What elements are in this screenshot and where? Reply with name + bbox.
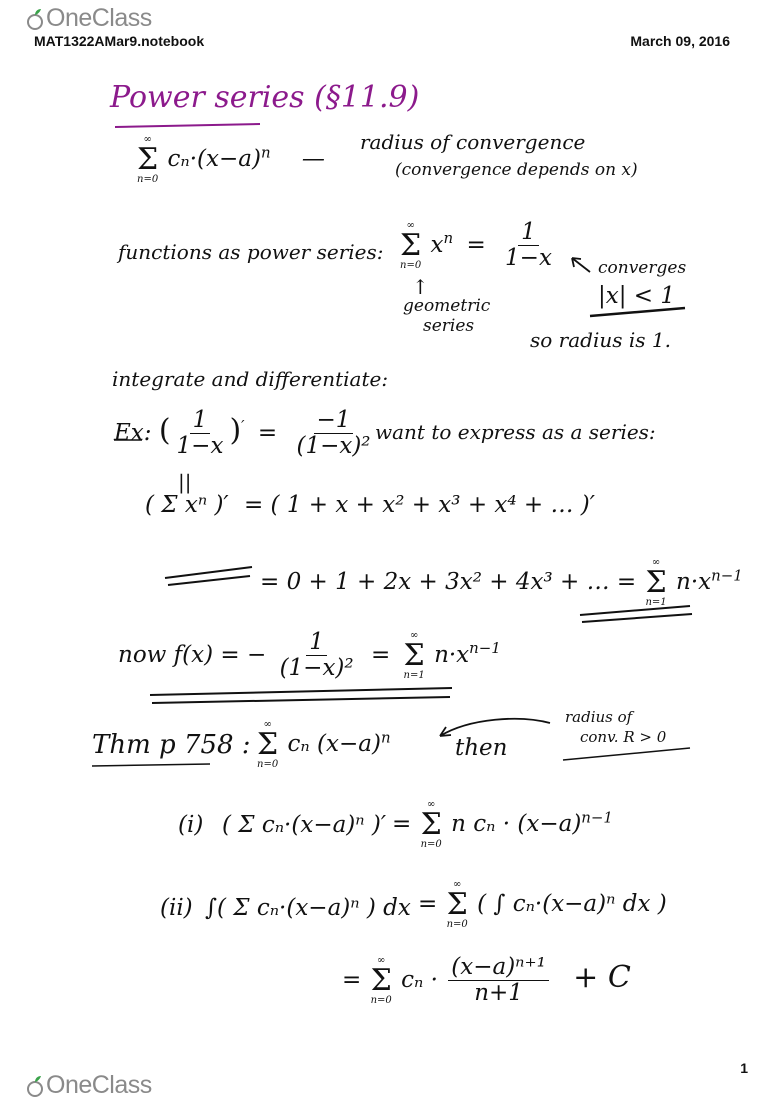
want-label: want to express as a series:	[375, 420, 656, 444]
sigma-symbol: ∞ Σ n=0	[137, 134, 159, 185]
title-underline	[115, 124, 260, 127]
sigma-symbol: ∞ Σ n=0	[257, 719, 279, 770]
leaf-icon	[26, 1075, 44, 1097]
converges-arrow-icon	[572, 258, 590, 272]
oneclass-logo	[26, 4, 152, 33]
notes-title: Power series (§11.9)	[110, 80, 420, 115]
series-label: series	[423, 316, 475, 336]
fraction: $\frac{1}{1-x}$	[505, 219, 552, 272]
part-i-lhs: ( Σ cₙ·(x−a)ⁿ )′	[222, 812, 387, 838]
part-i-label: (i)	[178, 812, 204, 838]
theorem-underline	[92, 764, 210, 766]
theorem-series: ∞ Σ n=0 cₙ $(x-a)^n$	[257, 719, 391, 770]
part-ii-lhs: ∫( Σ cₙ·(x−a)ⁿ ) dx	[205, 895, 411, 921]
fraction: $\frac{-1}{\text{(1−x)²}}$	[296, 407, 371, 460]
theorem-label: Thm p 758 :	[92, 730, 251, 760]
leaf-icon	[26, 8, 44, 30]
integrate-line: integrate and differentiate:	[112, 367, 389, 391]
radius-note: (convergence depends on x)	[395, 160, 638, 180]
oneclass-footer-logo	[26, 1071, 152, 1100]
expansion-line: = 0 + 1 + 2x + 3x² + 4x³ + … = ∞ Σ n=1 $n\cdot x^{n-1}$	[260, 557, 743, 608]
page-number: 1	[740, 1060, 748, 1076]
radius-label: radius of convergence	[360, 130, 586, 154]
geometric-series: ∞ Σ n=0 $x^n$ = $\frac{1}{1-x}$	[398, 220, 558, 272]
sigma-symbol: ∞ Σ n=1	[403, 629, 425, 681]
radius-note-2: conv. R > 0	[580, 728, 667, 746]
radius-underline	[563, 748, 690, 760]
converges-condition: |x| < 1	[598, 283, 675, 309]
part-ii-label: (ii)	[160, 895, 193, 921]
fraction: $\frac{1}{\text{(1−x)²}}$	[279, 629, 354, 682]
now-underline-1	[150, 688, 452, 695]
radius-note-1: radius of	[565, 708, 633, 726]
converges-underline	[590, 308, 685, 316]
equals-vertical: ||	[178, 470, 192, 494]
notebook-title: MAT1322AMar9.notebook	[34, 33, 205, 49]
fraction: $\frac{\text{(x−a)ⁿ⁺¹}}{n+1}$	[448, 955, 549, 1007]
now-underline-2	[152, 697, 450, 703]
series-definition: ∞ Σ n=0 $c_n\cdot(x-a)^n$ —	[137, 134, 325, 185]
result-underline-2	[582, 614, 692, 622]
part-ii-result: = ∞ Σ n=0 cₙ · $\frac{\text{(x−a)ⁿ⁺¹}}{n+1}$ + C	[342, 954, 631, 1007]
brand-name: OneClass	[46, 4, 152, 32]
brand-name: OneClass	[46, 1071, 152, 1099]
derivative-line: ( Σ xⁿ )′ = ( 1 + x + x² + x³ + x⁴ + … )′	[145, 492, 595, 518]
sigma-symbol: ∞ Σ n=0	[420, 799, 442, 850]
fraction: $\frac{1}{1-x}$	[176, 407, 224, 460]
page-date: March 09, 2016	[630, 33, 730, 49]
arrow-up-icon: ↑	[412, 275, 429, 299]
then-label: then	[455, 735, 508, 761]
radius-result: so radius is 1.	[530, 328, 671, 352]
theorem-arrow-icon	[440, 719, 550, 736]
part-i-rhs: = ∞ Σ n=0 n $c_n \cdot (x-a)^{n-1}$	[392, 799, 613, 850]
sigma-symbol: ∞ Σ n=0	[370, 954, 392, 1006]
sum-underline-2	[168, 576, 250, 585]
sigma-symbol: ∞ Σ n=0	[446, 879, 468, 930]
functions-label: functions as power series:	[118, 240, 384, 264]
part-ii-rhs: = ∞ Σ n=0 ( ∫ cₙ·(x−a)ⁿ dx )	[418, 879, 667, 930]
example-line: Ex: ( $\frac{1}{1-x}$ )′ = $\frac{-1}{\text{(1−x)²}}$	[114, 408, 377, 460]
sum-underline-1	[165, 567, 252, 578]
geometric-label: geometric	[403, 296, 491, 316]
sigma-symbol: ∞ Σ n=1	[645, 557, 667, 608]
sigma-symbol: ∞ Σ n=0	[400, 219, 422, 271]
now-line: now f(x) = − $\frac{1}{\text{(1−x)²}}$ = ∞ Σ n=1 $n\cdot x^{n-1}$	[118, 629, 501, 682]
converges-label: converges	[598, 258, 687, 278]
